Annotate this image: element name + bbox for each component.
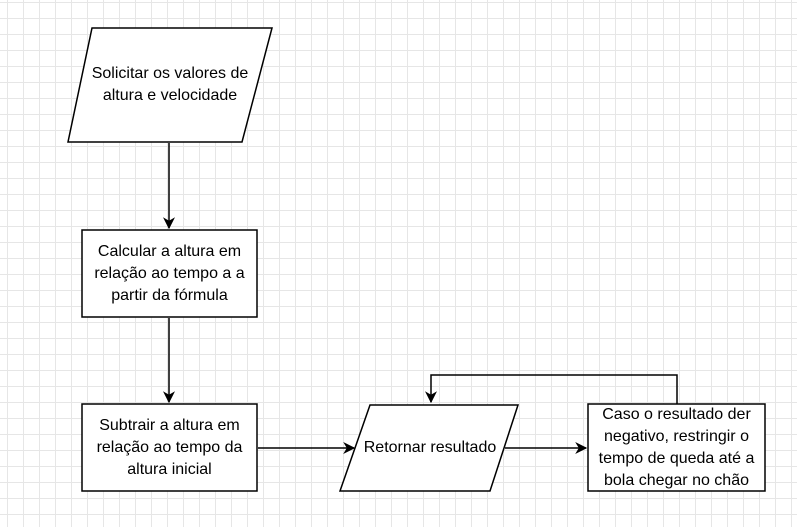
node-label-subtrair-altura: Subtrair a altura em relação ao tempo da altura inicial <box>96 417 243 478</box>
node-label-caso-negativo: Caso o resultado der negativo, restringir o tempo de queda até a bola chegar no chão <box>598 405 755 489</box>
node-label-solicitar-valores: Solicitar os valores de altura e velocidade <box>91 65 249 104</box>
node-shape-caso-negativo[interactable] <box>588 404 765 491</box>
node-label-calcular-altura: Calcular a altura em relação ao tempo a a partir da fórmula <box>94 243 245 304</box>
node-shape-subtrair-altura[interactable] <box>82 404 257 491</box>
node-shape-solicitar-valores[interactable] <box>68 28 272 142</box>
connector-caso-back-to-retornar[interactable] <box>431 375 677 404</box>
node-shape-retornar-resultado[interactable] <box>340 405 518 491</box>
node-shape-calcular-altura[interactable] <box>82 230 257 317</box>
node-label-retornar-resultado: Retornar resultado <box>363 439 497 456</box>
